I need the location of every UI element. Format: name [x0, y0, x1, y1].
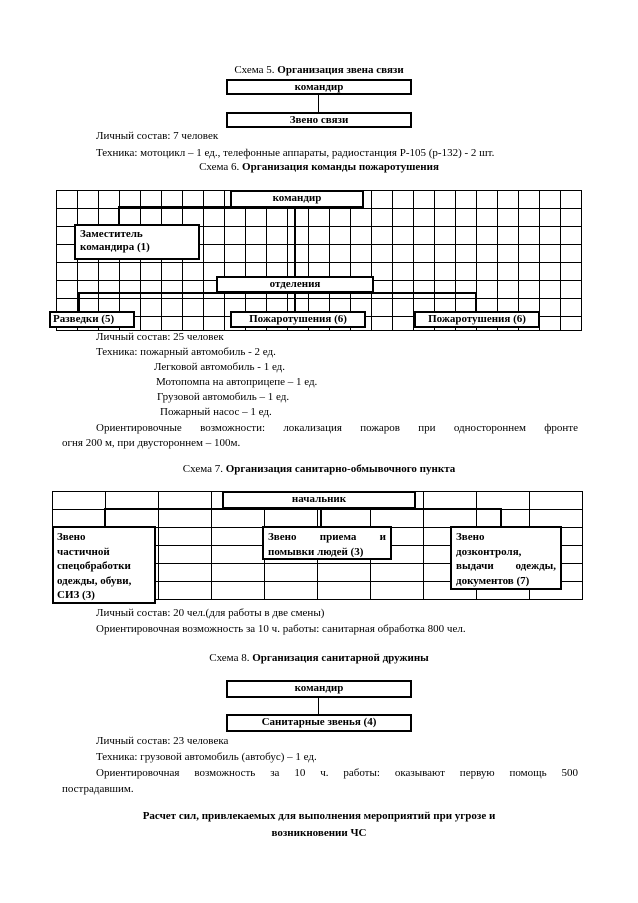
scheme7-right-drop	[500, 508, 502, 526]
scheme6-equipment-3: Мотопомпа на автоприцепе – 1 ед.	[156, 376, 318, 388]
scheme6-capability-1: Ориентировочные возможности: локализация пожаров при одностороннем фронте	[96, 422, 578, 434]
scheme8-units-box	[226, 714, 412, 732]
scheme8-title	[0, 652, 638, 665]
scheme8-connector	[318, 698, 319, 714]
scheme6-deputy-box	[74, 224, 200, 260]
scheme7-capability: Ориентировочная возможность за 10 ч. работы: санитарная обработка 800 чел.	[96, 623, 466, 635]
scheme6-fire1-drop	[294, 292, 296, 311]
scheme7-right-label-2: дозконтроля,	[456, 545, 522, 558]
scheme6-fire2-drop	[475, 292, 477, 311]
scheme7-mid-drop	[320, 508, 322, 526]
scheme5-commander-box	[226, 79, 412, 95]
scheme5-equipment: Техника: мотоцикл – 1 ед., телефонные аппараты, радиостанция Р-105 (р-132) - 2 шт.	[96, 147, 495, 159]
scheme5-unit-box	[226, 112, 412, 128]
scheme6-deputy-drop	[118, 206, 120, 224]
scheme8-capability-2: пострадавшим.	[62, 783, 134, 795]
scheme8-capability-1: Ориентировочная возможность за 10 ч. работы: оказывают первую помощь 500	[96, 767, 578, 779]
scheme6-recon-label: Разведки (5)	[53, 313, 115, 325]
scheme7-mid-label-2: помывки людей (3)	[268, 545, 364, 558]
scheme6-title-text: Организация команды пожаротушения	[242, 161, 439, 173]
scheme6-commander-box	[230, 190, 364, 208]
scheme8-commander-box	[226, 680, 412, 698]
scheme7-right-label-4: документов (7)	[456, 574, 530, 587]
scheme7-head-box	[222, 491, 416, 509]
scheme7-right-label-1: Звено	[456, 531, 485, 543]
scheme6-recon-box	[49, 311, 135, 328]
scheme7-head-label: начальник	[291, 493, 347, 505]
scheme8-commander-label: командир	[294, 682, 344, 694]
scheme5-connector	[318, 95, 319, 112]
scheme6-title-prefix: Схема 6.	[199, 161, 240, 173]
scheme8-title-text: Организация санитарной дружины	[252, 652, 429, 664]
final-heading-line1: Расчет сил, привлекаемых для выполнения мероприятий при угрозе и	[142, 810, 496, 822]
scheme6-commander-label: командир	[272, 192, 322, 204]
scheme6-equipment-5: Пожарный насос – 1 ед.	[160, 406, 272, 418]
scheme7-title-text: Организация санитарно-обмывочного пункта	[225, 463, 456, 475]
scheme7-personnel: Личный состав: 20 чел.(для работы в две смены)	[96, 607, 325, 619]
scheme6-equipment-1: Техника: пожарный автомобиль - 2 ед.	[96, 346, 276, 358]
scheme6-sections-box	[216, 276, 374, 293]
scheme7-left-label-2: частичной	[57, 545, 110, 558]
scheme5-title	[0, 64, 638, 77]
scheme6-fire1-label: Пожаротушения (6)	[249, 313, 347, 325]
scheme6-fire2-box	[414, 311, 540, 328]
scheme5-personnel: Личный состав: 7 человек	[96, 130, 219, 142]
scheme8-personnel: Личный состав: 23 человека	[96, 735, 229, 747]
scheme7-left-label-3: спецобработки	[57, 560, 131, 572]
scheme5-title-prefix: Схема 5.	[234, 64, 275, 76]
final-heading-line2: возникновении ЧС	[271, 827, 367, 839]
scheme7-mid-box	[262, 526, 392, 560]
scheme7-mid-label-1: Звено приема и	[268, 531, 386, 543]
scheme6-equipment-2: Легковой автомобиль - 1 ед.	[154, 361, 286, 373]
scheme7-title	[0, 463, 638, 476]
scheme7-right-label-3: выдачи одежды,	[456, 560, 556, 572]
scheme6-deputy-label-1: Заместитель	[80, 228, 143, 240]
scheme7-left-label-1: Звено	[57, 531, 86, 543]
scheme6-fire1-box	[230, 311, 366, 328]
scheme7-left-label-5: СИЗ (3)	[57, 589, 95, 601]
scheme8-equipment: Техника: грузовой автомобиль (автобус) – 1 ед.	[96, 751, 317, 763]
scheme8-title-prefix: Схема 8.	[209, 652, 250, 664]
scheme6-personnel: Личный состав: 25 человек	[96, 331, 224, 343]
scheme6-trunk-line	[294, 208, 296, 278]
scheme7-left-drop	[104, 508, 106, 526]
scheme7-left-label-4: одежды, обуви,	[57, 574, 132, 587]
scheme7-left-box	[52, 526, 156, 604]
scheme6-background-grid	[56, 190, 582, 331]
scheme5-unit-label: Звено связи	[289, 114, 349, 126]
scheme6-deputy-label-2: командира (1)	[80, 241, 150, 253]
scheme6-capability-2: огня 200 м, при двустороннем – 100м.	[62, 437, 241, 449]
scheme6-recon-drop	[78, 292, 80, 311]
scheme6-title	[0, 161, 638, 174]
scheme7-title-prefix: Схема 7.	[182, 463, 223, 475]
scheme5-title-text: Организация звена связи	[277, 64, 404, 76]
scheme6-sections-label: отделения	[269, 278, 321, 290]
scheme6-equipment-4: Грузовой автомобиль – 1 ед.	[157, 391, 290, 403]
scheme8-units-label: Санитарные звенья (4)	[261, 716, 377, 728]
scheme7-right-box	[450, 526, 562, 590]
scheme6-fire2-label: Пожаротушения (6)	[428, 313, 526, 325]
scheme5-commander-label: командир	[294, 81, 344, 93]
